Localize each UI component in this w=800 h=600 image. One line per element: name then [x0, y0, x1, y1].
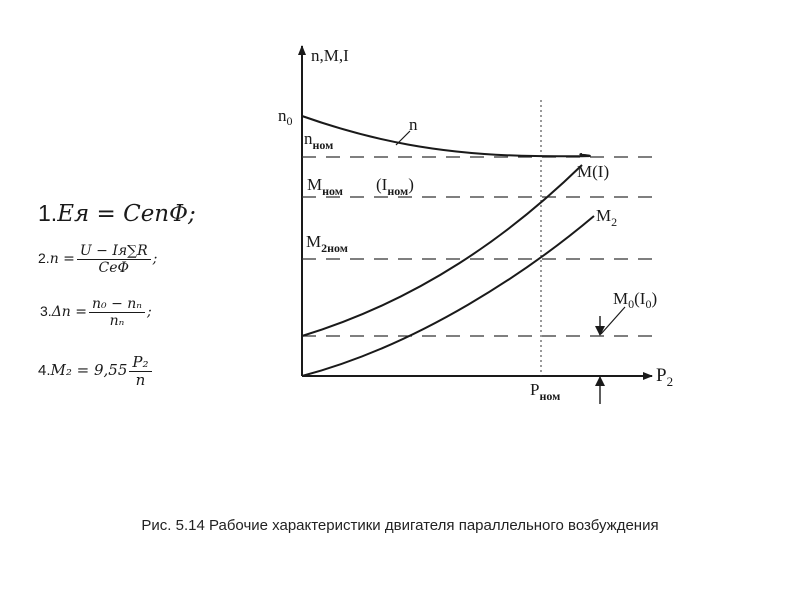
n0-label: $n_0$	[278, 106, 293, 128]
formula-3-tail: ;	[146, 303, 152, 320]
formula-3-lhs: Δn =	[51, 303, 87, 320]
m-nom-label: $M_{ном}$	[307, 175, 343, 198]
m0-arrow-up	[595, 376, 605, 386]
i-nom-label: $(I_{ном})$	[376, 175, 414, 198]
p-nom-label: $P_{ном}$	[530, 380, 561, 403]
formula-2-tail: ;	[152, 250, 158, 267]
m2-nom-label: $M_{2ном}$	[306, 232, 348, 255]
y-axis-label: n,M,I	[311, 46, 349, 65]
n-curve-label: n	[409, 115, 418, 134]
formula-2-numerator: U − Iя∑R	[77, 243, 151, 260]
formula-4-numerator: P₂	[129, 354, 151, 372]
formula-2-denominator: CeΦ	[98, 260, 130, 277]
formula-4	[38, 354, 154, 390]
formula-1-text: Eя = CenΦ;	[57, 201, 196, 227]
formula-1-number: 1.	[38, 200, 58, 226]
formula-2	[38, 243, 157, 276]
m0-i0-label: $M_0(I_0)$	[613, 289, 658, 311]
m0-label-leader	[601, 307, 625, 334]
formula-4-number: 4.	[38, 362, 51, 380]
m2-curve	[302, 216, 594, 376]
x-axis-label: $P_2$	[656, 365, 674, 389]
formula-3-denominator: nₙ	[109, 313, 125, 330]
formula-3-number: 3.	[40, 302, 52, 319]
n-nom-label: $n_{ном}$	[304, 129, 334, 152]
formula-4-fraction	[129, 354, 151, 390]
figure-caption: Рис. 5.14 Рабочие характеристики двигателя параллельного возбуждения	[141, 517, 659, 534]
formula-3-fraction	[89, 296, 145, 329]
formula-4-denominator: n	[135, 371, 146, 390]
m2-curve-label: $M_2$	[596, 206, 618, 229]
n-curve	[302, 116, 590, 156]
formula-3	[40, 296, 152, 329]
formula-4-lhs: M₂ = 9,55	[50, 361, 128, 380]
formula-1	[38, 200, 196, 227]
formula-2-fraction	[77, 243, 151, 276]
m-i-curve-label: M(I)	[577, 162, 610, 181]
formula-3-numerator: n₀ − nₙ	[89, 296, 145, 313]
formula-2-number: 2.	[38, 249, 50, 266]
formula-2-lhs: n =	[49, 250, 75, 267]
